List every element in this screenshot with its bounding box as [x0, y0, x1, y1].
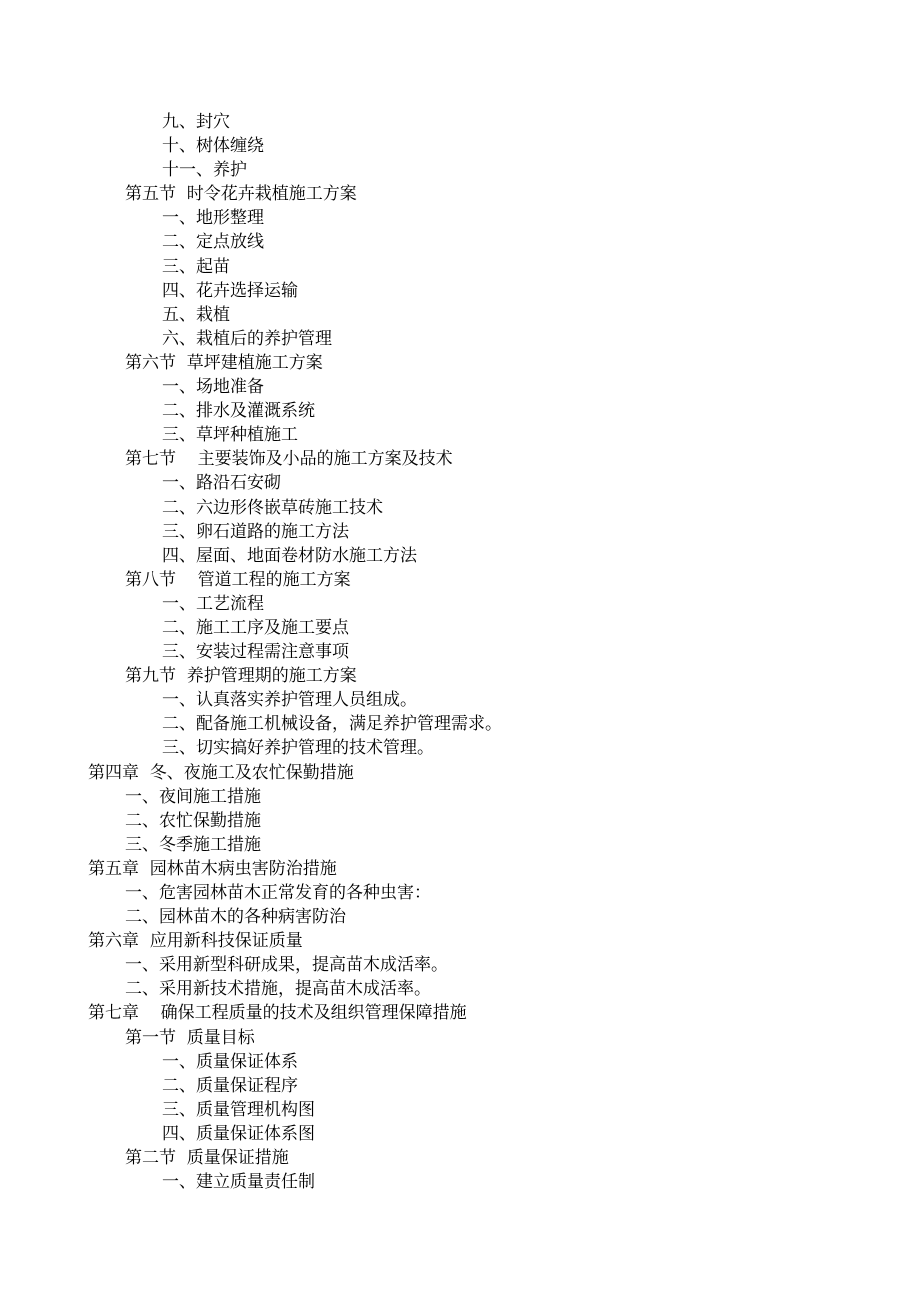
toc-subsection-entry: 二、排水及灌溉系统 — [162, 401, 315, 422]
toc-subsection-entry: 四、花卉选择运输 — [162, 280, 298, 301]
toc-section-entry: 一、采用新型科研成果，提高苗木成活率。 — [125, 955, 448, 976]
toc-subsection-entry: 二、定点放线 — [162, 232, 264, 253]
toc-subsection-entry: 四、质量保证体系图 — [162, 1123, 315, 1144]
toc-section-entry: 第八节 管道工程的施工方案 — [125, 569, 351, 590]
toc-section-entry: 第二节 质量保证措施 — [125, 1148, 289, 1169]
toc-subsection-entry: 一、地形整理 — [162, 208, 264, 229]
toc-subsection-entry: 一、场地准备 — [162, 377, 264, 398]
toc-section-entry: 第一节 质量目标 — [125, 1027, 255, 1048]
toc-subsection-entry: 三、质量管理机构图 — [162, 1099, 315, 1120]
toc-subsection-entry: 二、配备施工机械设备，满足养护管理需求。 — [162, 714, 502, 735]
toc-chapter-entry: 第四章 冬、夜施工及农忙保勤措施 — [88, 762, 354, 783]
toc-subsection-entry: 三、安装过程需注意事项 — [162, 642, 349, 663]
toc-subsection-entry: 三、卵石道路的施工方法 — [162, 521, 349, 542]
toc-section-entry: 二、农忙保勤措施 — [125, 810, 261, 831]
toc-subsection-entry: 一、认真落实养护管理人员组成。 — [162, 690, 417, 711]
toc-subsection-entry: 六、栽植后的养护管理 — [162, 328, 332, 349]
toc-chapter-entry: 第七章 确保工程质量的技术及组织管理保障措施 — [88, 1003, 467, 1024]
table-of-contents — [0, 110, 920, 1194]
toc-chapter-entry: 第六章 应用新科技保证质量 — [88, 931, 303, 952]
toc-subsection-entry: 一、质量保证体系 — [162, 1051, 298, 1072]
toc-subsection-entry: 十、树体缠绕 — [162, 136, 264, 157]
toc-subsection-entry: 一、建立质量责任制 — [162, 1172, 315, 1193]
toc-subsection-entry: 三、草坪种植施工 — [162, 425, 298, 446]
toc-subsection-entry: 九、封穴 — [162, 112, 230, 132]
toc-subsection-entry: 三、切实搞好养护管理的技术管理。 — [162, 738, 434, 759]
toc-section-entry: 第六节 草坪建植施工方案 — [125, 352, 323, 373]
toc-subsection-entry: 一、路沿石安砌 — [162, 473, 281, 494]
toc-section-entry: 第九节 养护管理期的施工方案 — [125, 666, 357, 687]
toc-section-entry: 第七节 主要装饰及小品的施工方案及技术 — [125, 449, 453, 470]
toc-subsection-entry: 三、起苗 — [162, 256, 230, 277]
toc-subsection-entry: 二、施工工序及施工要点 — [162, 617, 349, 638]
toc-subsection-entry: 五、栽植 — [162, 304, 230, 325]
toc-subsection-entry: 二、质量保证程序 — [162, 1075, 298, 1096]
toc-section-entry: 一、危害园林苗木正常发育的各种虫害： — [125, 883, 431, 903]
toc-section-entry: 二、园林苗木的各种病害防治 — [125, 907, 346, 928]
toc-section-entry: 一、夜间施工措施 — [125, 786, 261, 807]
toc-subsection-entry: 四、屋面、地面卷材防水施工方法 — [162, 545, 417, 566]
toc-subsection-entry: 一、工艺流程 — [162, 593, 264, 614]
toc-section-entry: 第五节 时令花卉栽植施工方案 — [125, 184, 357, 205]
toc-chapter-entry: 第五章 园林苗木病虫害防治措施 — [88, 858, 337, 879]
toc-subsection-entry: 十一、养护 — [162, 160, 247, 181]
toc-section-entry: 二、采用新技术措施，提高苗木成活率。 — [125, 979, 431, 1000]
toc-subsection-entry: 二、六边形佟嵌草砖施工技术 — [162, 497, 383, 518]
toc-section-entry: 三、冬季施工措施 — [125, 834, 261, 855]
